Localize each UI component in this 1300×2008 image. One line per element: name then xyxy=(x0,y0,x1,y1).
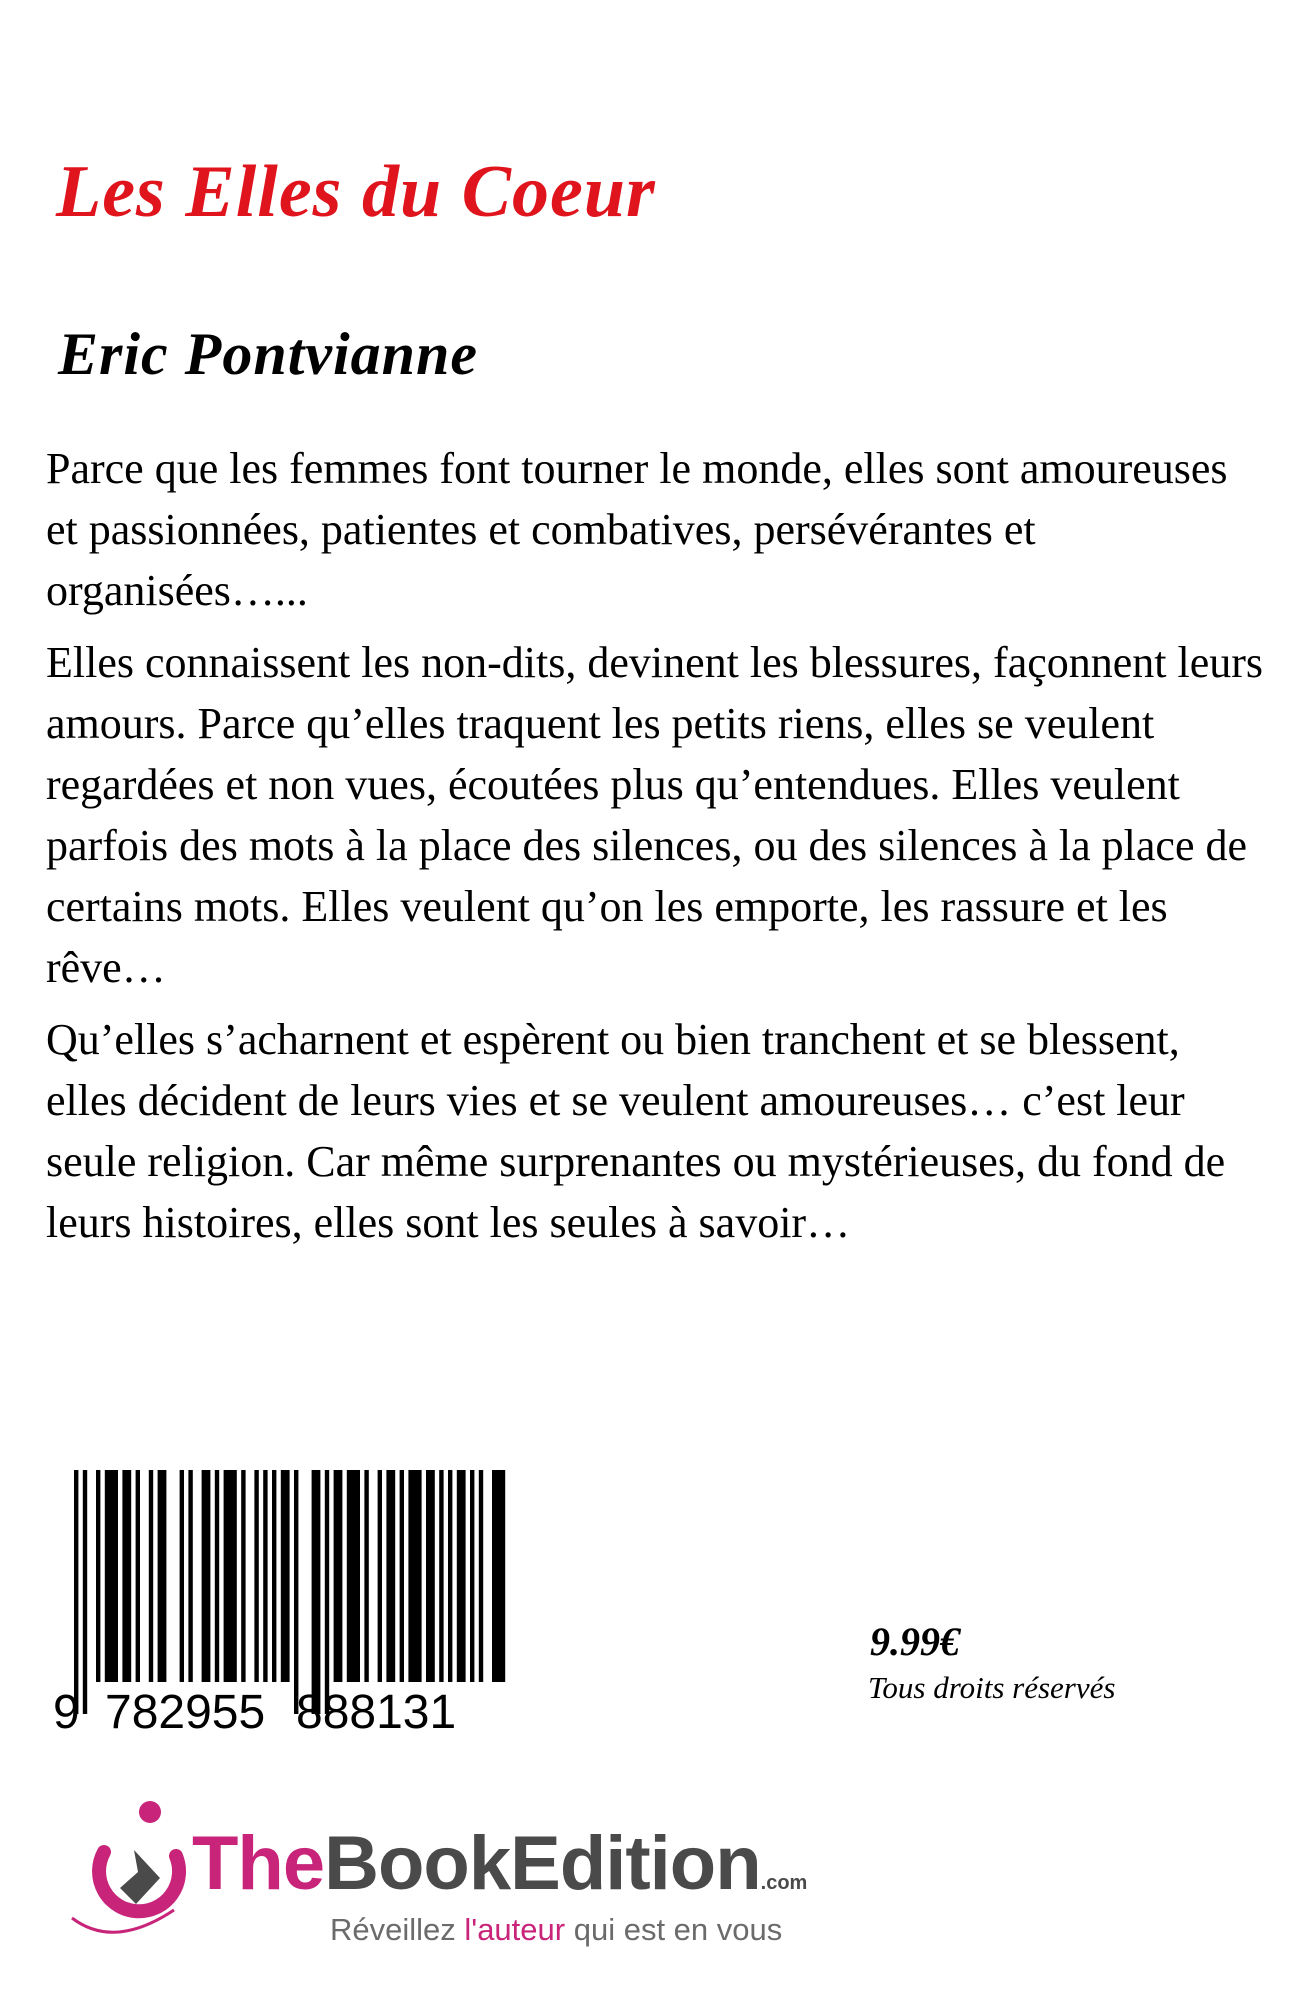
barcode-bar xyxy=(254,1470,258,1682)
publisher-tagline xyxy=(330,1912,782,1948)
barcode-bar xyxy=(224,1470,237,1682)
barcode-bar xyxy=(281,1470,290,1682)
barcode-bar xyxy=(448,1470,452,1682)
barcode-bar xyxy=(122,1470,131,1682)
barcode-bar xyxy=(136,1470,140,1682)
barcode-bar xyxy=(364,1470,368,1682)
barcode-bars xyxy=(74,1470,505,1714)
barcode-digit-first: 9 xyxy=(53,1686,80,1739)
barcode-bar xyxy=(426,1470,435,1682)
barcode-digits-right: 888131 xyxy=(296,1686,457,1739)
barcode-bar xyxy=(105,1470,118,1682)
barcode-bar xyxy=(312,1470,321,1714)
tagline-start: Réveillez xyxy=(330,1912,465,1947)
blurb-paragraph: Elles connaissent les non-dits, devinent les blessures, façonnent leurs amours. Parce qu’elles traquent les petits riens, elles se veulent regardées et non vues, écoutées plus qu’entendues. Elles veulent parfois des mots à la place des silences, ou des silences à la place de certains mots. Elles veulent qu’on les emporte, les rassure et les rêve… xyxy=(46,638,1264,992)
barcode-bar xyxy=(470,1470,474,1682)
publisher-logo xyxy=(64,1800,864,1980)
barcode-bar xyxy=(180,1470,184,1682)
barcode-bar xyxy=(479,1470,483,1682)
back-cover-blurb xyxy=(46,438,1266,1264)
barcode-bar xyxy=(294,1470,298,1714)
barcode-bar xyxy=(96,1470,100,1682)
barcode-bar xyxy=(325,1470,329,1714)
barcode-bar xyxy=(400,1470,404,1682)
blurb-paragraph: Qu’elles s’acharnent et espèrent ou bien tranchent et se blessent, elles décident de leurs vies et se veulent amoureuses… c’est leur seule religion. Car même surprenantes ou mystérieuses, du fond de leurs histoires, elles sont les seules à savoir… xyxy=(46,1015,1226,1247)
barcode-bar xyxy=(408,1470,421,1682)
tagline-end: qui est en vous xyxy=(565,1912,783,1947)
rights-notice: Tous droits réservés xyxy=(868,1670,1116,1705)
barcode-bar xyxy=(386,1470,395,1682)
barcode-bar xyxy=(83,1470,87,1714)
blurb-paragraph: Parce que les femmes font tourner le monde, elles sont amoureuses et passionnées, patientes et combatives, persévérantes et organisées…... xyxy=(46,444,1228,615)
barcode-bar xyxy=(334,1470,343,1682)
isbn-barcode xyxy=(53,1470,504,1739)
tagline-highlight: l'auteur xyxy=(464,1912,566,1947)
barcode-bar xyxy=(439,1470,443,1682)
barcode-bar xyxy=(241,1470,245,1682)
barcode-bar xyxy=(149,1470,153,1682)
barcode-bar xyxy=(378,1470,382,1682)
barcode-bar xyxy=(272,1470,276,1682)
barcode-bar xyxy=(202,1470,211,1682)
publisher-name xyxy=(192,1820,807,1907)
barcode-bar xyxy=(188,1470,192,1682)
barcode-digits-left: 782955 xyxy=(105,1686,266,1739)
barcode-bar xyxy=(215,1470,219,1682)
barcode-bar xyxy=(457,1470,466,1682)
publisher-name-the: The xyxy=(192,1821,325,1906)
barcode-bar xyxy=(492,1470,505,1682)
price: 9.99€ xyxy=(870,1619,960,1664)
author-name: Eric Pontvianne xyxy=(58,321,479,387)
barcode-bar xyxy=(263,1470,267,1682)
barcode-bar xyxy=(74,1470,78,1714)
publisher-domain: .com xyxy=(760,1872,808,1894)
publisher-emblem-icon xyxy=(64,1800,194,1940)
book-title: Les Elles du Coeur xyxy=(56,151,656,233)
barcode-bar xyxy=(347,1470,360,1682)
barcode-bar xyxy=(158,1470,167,1682)
publisher-name-main: BookEdition xyxy=(324,1821,761,1906)
